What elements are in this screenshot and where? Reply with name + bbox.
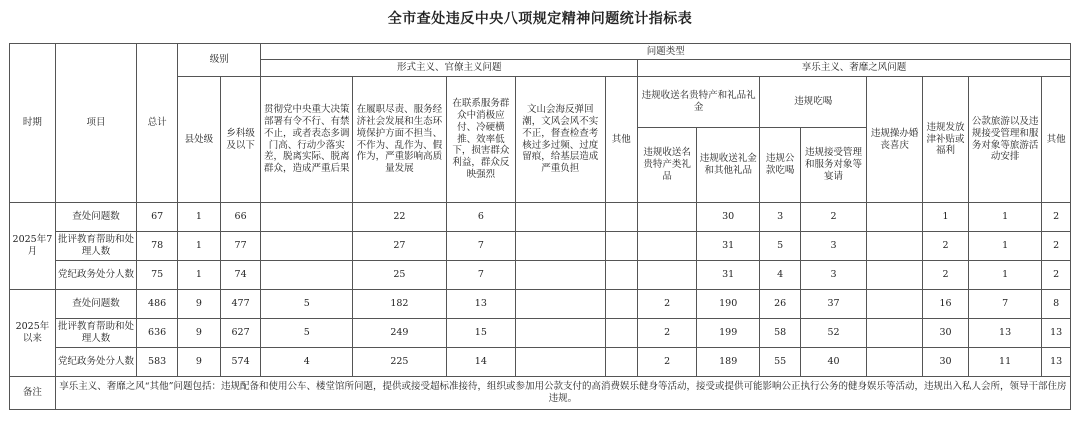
value-cell-g2: 190	[697, 290, 760, 319]
value-cell-d2: 52	[800, 319, 866, 348]
value-cell-f2: 22	[353, 203, 447, 232]
value-cell-f3: 6	[446, 203, 515, 232]
value-cell-d1: 58	[760, 319, 801, 348]
value-cell-f-other	[605, 290, 638, 319]
note-text: 享乐主义、奢靡之风“其他”问题包括：违规配备和使用公车、楼堂馆所问题，提供或接受超标准接待，组织或参加用公款支付的高消费娱乐健身等活动，接受或提供可能影响公正执行公务的健身娱乐等活动，违规出入私人会所，领导干部住房违规。	[55, 377, 1070, 410]
value-cell-g2: 199	[697, 319, 760, 348]
header-formalism-other: 其他	[605, 77, 638, 203]
value-cell-g1	[638, 261, 697, 290]
value-cell-f-other	[605, 348, 638, 377]
value-cell-total: 67	[137, 203, 178, 232]
value-cell-d2: 3	[800, 232, 866, 261]
value-cell-f-other	[605, 203, 638, 232]
item-cell: 党纪政务处分人数	[55, 348, 136, 377]
header-dining-1: 违规公款吃喝	[760, 128, 801, 203]
value-cell-township: 477	[220, 290, 261, 319]
header-formalism: 形式主义、官僚主义问题	[261, 60, 638, 77]
value-cell-d2: 2	[800, 203, 866, 232]
value-cell-d2: 40	[800, 348, 866, 377]
value-cell-total: 583	[137, 348, 178, 377]
value-cell-allowance: 2	[923, 232, 969, 261]
value-cell-township: 574	[220, 348, 261, 377]
header-dining-2: 违规接受管理和服务对象等宴请	[800, 128, 866, 203]
value-cell-travel: 1	[968, 261, 1041, 290]
period-cell: 2025年7月	[10, 203, 56, 290]
item-cell: 查处问题数	[55, 290, 136, 319]
header-travel: 公款旅游以及违规接受管理和服务对象等旅游活动安排	[968, 77, 1041, 203]
table-row	[10, 290, 1071, 319]
header-county: 县处级	[177, 77, 220, 203]
value-cell-county: 1	[177, 261, 220, 290]
value-cell-f1	[261, 261, 353, 290]
value-cell-township: 66	[220, 203, 261, 232]
header-dining: 违规吃喝	[760, 77, 867, 128]
value-cell-township: 77	[220, 232, 261, 261]
value-cell-township: 74	[220, 261, 261, 290]
header-hedonism-other: 其他	[1042, 77, 1071, 203]
value-cell-f4	[515, 261, 605, 290]
value-cell-allowance: 1	[923, 203, 969, 232]
value-cell-g1: 2	[638, 348, 697, 377]
table-row	[10, 348, 1071, 377]
value-cell-g2: 31	[697, 261, 760, 290]
value-cell-travel: 13	[968, 319, 1041, 348]
item-cell: 批评教育帮助和处理人数	[55, 319, 136, 348]
value-cell-f1: 4	[261, 348, 353, 377]
value-cell-g1	[638, 203, 697, 232]
value-cell-d2: 3	[800, 261, 866, 290]
value-cell-allowance: 2	[923, 261, 969, 290]
value-cell-f4	[515, 203, 605, 232]
page-title: 全市查处违反中央八项规定精神问题统计指标表	[387, 11, 693, 27]
period-cell: 2025年以来	[10, 290, 56, 377]
value-cell-county: 9	[177, 290, 220, 319]
header-township: 乡科级及以下	[220, 77, 261, 203]
value-cell-allowance: 16	[923, 290, 969, 319]
value-cell-f4	[515, 348, 605, 377]
value-cell-d1: 5	[760, 232, 801, 261]
header-item: 项目	[55, 44, 136, 203]
header-gifts-1: 违规收送名贵特产类礼品	[638, 128, 697, 203]
value-cell-weddings	[867, 232, 923, 261]
value-cell-h-other: 13	[1042, 348, 1071, 377]
table-row	[10, 203, 1071, 232]
value-cell-h-other: 2	[1042, 232, 1071, 261]
value-cell-total: 75	[137, 261, 178, 290]
value-cell-total: 78	[137, 232, 178, 261]
table-row	[10, 261, 1071, 290]
value-cell-weddings	[867, 203, 923, 232]
header-formalism-3: 在联系服务群众中消极应付、冷硬横推、效率低下，损害群众利益，群众反映强烈	[446, 77, 515, 203]
value-cell-total: 636	[137, 319, 178, 348]
value-cell-g2: 30	[697, 203, 760, 232]
value-cell-g2: 31	[697, 232, 760, 261]
value-cell-d1: 55	[760, 348, 801, 377]
value-cell-f3: 14	[446, 348, 515, 377]
value-cell-weddings	[867, 261, 923, 290]
value-cell-f1: 5	[261, 319, 353, 348]
value-cell-weddings	[867, 290, 923, 319]
item-cell: 党纪政务处分人数	[55, 261, 136, 290]
header-formalism-4: 文山会海反弹回潮，文风会风不实不正，督查检查考核过多过频、过度留痕，给基层造成严重负担	[515, 77, 605, 203]
value-cell-f3: 15	[446, 319, 515, 348]
value-cell-f3: 13	[446, 290, 515, 319]
value-cell-f-other	[605, 232, 638, 261]
value-cell-d2: 37	[800, 290, 866, 319]
header-formalism-2: 在履职尽责、服务经济社会发展和生态环境保护方面不担当、不作为、乱作为、假作为，严重影响高质量发展	[353, 77, 447, 203]
value-cell-d1: 3	[760, 203, 801, 232]
value-cell-allowance: 30	[923, 319, 969, 348]
statistics-table	[9, 43, 1071, 410]
value-cell-township: 627	[220, 319, 261, 348]
value-cell-travel: 7	[968, 290, 1041, 319]
value-cell-f2: 25	[353, 261, 447, 290]
value-cell-f4	[515, 319, 605, 348]
value-cell-f2: 182	[353, 290, 447, 319]
value-cell-h-other: 8	[1042, 290, 1071, 319]
value-cell-f4	[515, 232, 605, 261]
value-cell-f-other	[605, 261, 638, 290]
value-cell-county: 9	[177, 348, 220, 377]
header-problem-type: 问题类型	[261, 44, 1071, 60]
value-cell-weddings	[867, 348, 923, 377]
header-gifts: 违规收送名贵特产和礼品礼金	[638, 77, 760, 128]
value-cell-allowance: 30	[923, 348, 969, 377]
value-cell-f4	[515, 290, 605, 319]
table-row	[10, 319, 1071, 348]
value-cell-f3: 7	[446, 232, 515, 261]
note-label: 备注	[10, 377, 56, 410]
item-cell: 查处问题数	[55, 203, 136, 232]
header-formalism-1: 贯彻党中央重大决策部署有令不行、有禁不止，或者表态多调门高、行动少落实差，脱离实际、脱离群众，造成严重后果	[261, 77, 353, 203]
value-cell-f1	[261, 203, 353, 232]
value-cell-county: 1	[177, 203, 220, 232]
header-period: 时期	[10, 44, 56, 203]
value-cell-total: 486	[137, 290, 178, 319]
header-allowance: 违规发放津补贴或福利	[923, 77, 969, 203]
header-weddings: 违规操办婚丧喜庆	[867, 77, 923, 203]
table-row	[10, 232, 1071, 261]
header-total: 总计	[137, 44, 178, 203]
value-cell-d1: 26	[760, 290, 801, 319]
value-cell-county: 9	[177, 319, 220, 348]
value-cell-g1: 2	[638, 319, 697, 348]
value-cell-f3: 7	[446, 261, 515, 290]
header-hedonism: 享乐主义、奢靡之风问题	[638, 60, 1071, 77]
value-cell-g2: 189	[697, 348, 760, 377]
value-cell-f1	[261, 232, 353, 261]
value-cell-county: 1	[177, 232, 220, 261]
value-cell-h-other: 13	[1042, 319, 1071, 348]
value-cell-f2: 249	[353, 319, 447, 348]
value-cell-g1: 2	[638, 290, 697, 319]
value-cell-travel: 11	[968, 348, 1041, 377]
value-cell-travel: 1	[968, 232, 1041, 261]
header-gifts-2: 违规收送礼金和其他礼品	[697, 128, 760, 203]
value-cell-f-other	[605, 319, 638, 348]
value-cell-d1: 4	[760, 261, 801, 290]
value-cell-g1	[638, 232, 697, 261]
value-cell-h-other: 2	[1042, 203, 1071, 232]
value-cell-f2: 225	[353, 348, 447, 377]
value-cell-weddings	[867, 319, 923, 348]
value-cell-f1: 5	[261, 290, 353, 319]
header-level: 级别	[177, 44, 260, 77]
item-cell: 批评教育帮助和处理人数	[55, 232, 136, 261]
value-cell-h-other: 2	[1042, 261, 1071, 290]
value-cell-travel: 1	[968, 203, 1041, 232]
value-cell-f2: 27	[353, 232, 447, 261]
